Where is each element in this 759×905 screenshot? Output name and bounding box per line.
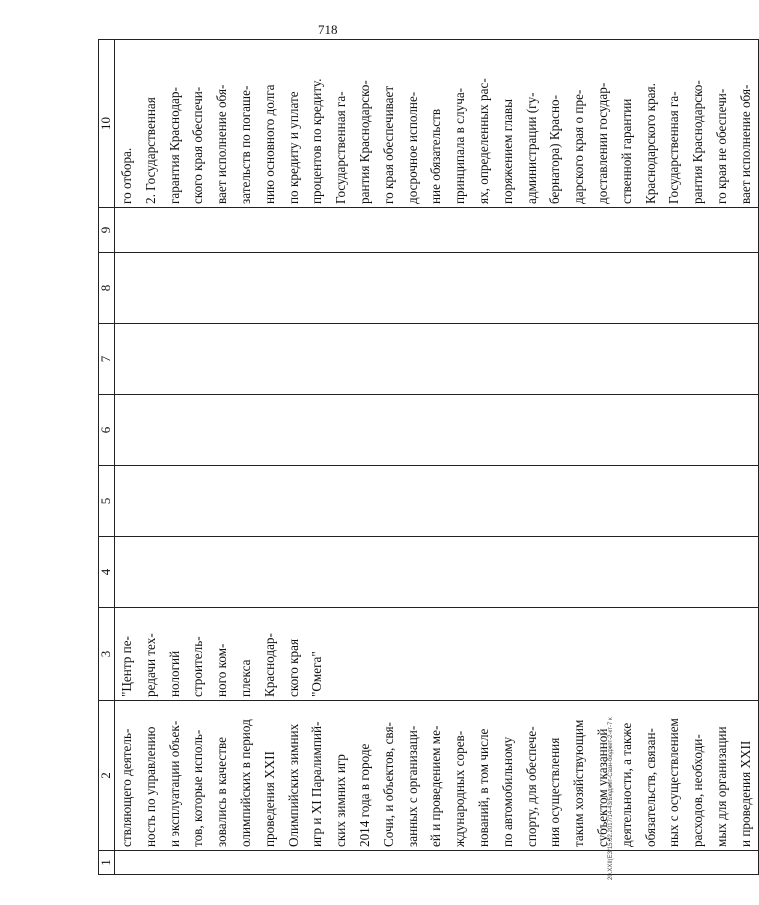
cell-line: редачи тех- <box>142 633 158 697</box>
header-cell-4: 4 <box>99 537 115 608</box>
cell-line: нологий <box>166 650 182 697</box>
cell-line: нию основного долга <box>261 84 277 204</box>
header-cell-10: 10 <box>99 40 115 208</box>
header-cell-7: 7 <box>99 324 115 395</box>
header-cell-9: 9 <box>99 208 115 253</box>
cell-col1 <box>115 851 759 875</box>
cell-line: Государственная га- <box>333 91 349 204</box>
cell-line: ей и проведением ме- <box>428 725 444 847</box>
cell-line: ственной гарантии <box>618 98 634 204</box>
cell-line: 2. Государственная <box>142 97 158 204</box>
cell-line: "Центр пе- <box>119 636 134 697</box>
cell-line: Государственная га- <box>666 91 682 204</box>
header-cell-5: 5 <box>99 466 115 537</box>
cell-line: по кредиту и уплате <box>285 91 301 204</box>
cell-line: строитель- <box>190 636 206 697</box>
cell-col3 <box>115 608 759 701</box>
cell-line: Сочи, и объектов, свя- <box>380 722 396 847</box>
cell-line: ных с осуществлением <box>666 718 682 847</box>
page-number: 718 <box>318 22 338 37</box>
cell-line: ного ком- <box>214 643 230 697</box>
table-row <box>115 40 759 875</box>
header-cell-2: 2 <box>99 701 115 851</box>
cell-line: бернатора) Красно- <box>547 94 563 204</box>
cell-line: го края обеспечивает <box>380 85 396 204</box>
cell-col5 <box>115 466 759 537</box>
cell-line: зовались в качестве <box>214 736 230 847</box>
cell-line: олимпийских в период <box>237 719 253 847</box>
cell-line: мых для организации <box>713 726 729 847</box>
cell-line: принципала в случа- <box>452 87 468 204</box>
cell-line: проведения XXII <box>261 751 277 847</box>
cell-line: плекса <box>237 659 253 697</box>
cell-line: деятельности, а также <box>618 722 634 847</box>
header-cell-6: 6 <box>99 395 115 466</box>
cell-line: и проведения XXII <box>737 740 753 847</box>
header-cell-8: 8 <box>99 253 115 324</box>
cell-col2 <box>115 701 759 851</box>
cell-line: тов, которые исполь- <box>190 729 206 847</box>
cell-line: занных с организаци- <box>404 725 420 847</box>
budget-guarantee-table <box>98 39 759 875</box>
cell-col7 <box>115 324 759 395</box>
cell-line: ских зимних игр <box>333 754 349 847</box>
cell-line: 2014 года в городе <box>356 743 372 847</box>
cell-line: процентов по кредиту. <box>309 78 325 204</box>
cell-line: игр и XI Паралимпий- <box>309 721 325 847</box>
cell-line: Краснодарского края. <box>642 83 658 204</box>
cell-line: дарского края о пре- <box>571 89 587 204</box>
cell-col8 <box>115 253 759 324</box>
cell-line: обязательств, связан- <box>642 728 658 847</box>
cell-line: гарантия Краснодар- <box>166 87 182 204</box>
header-row <box>99 40 115 875</box>
cell-line: ность по управлению <box>142 726 158 847</box>
cell-line: ния осуществления <box>547 737 563 847</box>
cell-line: администрации (гу- <box>523 92 539 204</box>
footer-document-code: 20.XXII(ЕЗ/15.02.2017/14-43/Бюджет-Сазн-бюджет-2-кт-7 к <box>608 717 614 880</box>
cell-line: поряжением главы <box>499 99 515 204</box>
cell-line: спорту, для обеспече- <box>523 726 539 847</box>
cell-line: расходов, необходи- <box>690 734 706 847</box>
cell-line: субъектом указанной <box>594 728 610 847</box>
cell-line: зательств по погаше- <box>237 85 253 204</box>
cell-line: рантия Краснодарско- <box>356 80 372 204</box>
cell-line: ях, определенных рас- <box>475 78 491 204</box>
cell-line: доставлении государ- <box>594 82 610 204</box>
cell-line: вает исполнение обя- <box>214 84 230 204</box>
cell-line: досрочное исполне- <box>404 91 420 204</box>
cell-col6 <box>115 395 759 466</box>
cell-line: Олимпийских зимних <box>285 723 301 847</box>
cell-line: го края не обеспечи- <box>713 88 729 204</box>
cell-line: ждународных сорев- <box>452 730 468 847</box>
cell-line: и эксплуатации объек- <box>166 720 182 847</box>
cell-line: ние обязательств <box>428 108 444 204</box>
cell-line: ского края <box>285 638 301 697</box>
cell-line: "Омега" <box>309 651 325 697</box>
cell-line: го отбора. <box>119 147 134 204</box>
cell-line: нований, в том числе <box>475 728 491 847</box>
cell-col4 <box>115 537 759 608</box>
cell-line: ского края обеспечи- <box>190 86 206 204</box>
cell-line: рантия Краснодарско- <box>690 80 706 204</box>
cell-col10 <box>115 40 759 208</box>
cell-line: ствляющего деятель- <box>119 728 134 847</box>
header-cell-1: 1 <box>99 851 115 875</box>
cell-line: вает исполнение обя- <box>737 84 753 204</box>
cell-line: по автомобильному <box>499 736 515 847</box>
header-cell-3: 3 <box>99 608 115 701</box>
cell-line: таким хозяйствующим <box>571 719 587 847</box>
cell-col9 <box>115 208 759 253</box>
cell-line: Краснодар- <box>261 633 277 697</box>
